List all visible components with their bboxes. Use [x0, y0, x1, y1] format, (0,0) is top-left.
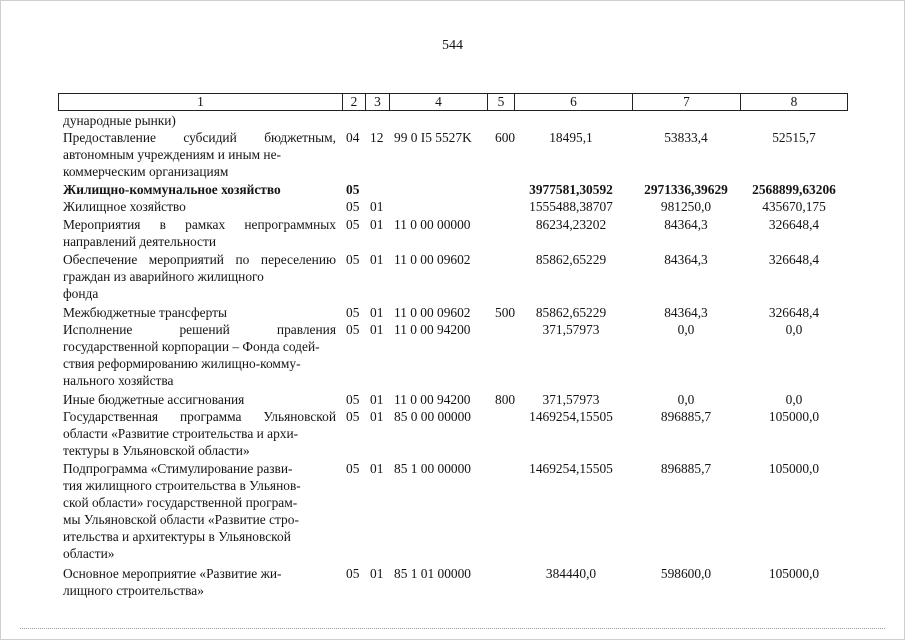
header-col-1: 1 [59, 94, 343, 110]
row-amount-col7: 84364,3 [664, 305, 708, 320]
row-amount-col6: 85862,65229 [535, 305, 607, 320]
row-target-article: 11 0 00 94200 [394, 322, 471, 337]
row-subsection: 01 [370, 409, 384, 424]
row-amount-col7: 2971336,39629 [644, 182, 728, 197]
row-amount-col7: 598600,0 [660, 566, 712, 581]
row-amount-col8: 326648,4 [768, 252, 820, 267]
table-header [58, 93, 848, 111]
row-target-article: 11 0 00 09602 [394, 252, 471, 267]
row-name: Исполнение решений правления государственной корпорации – Фонда содей- ствия реформированию жилищно-комму- нального хозяйства [63, 322, 336, 388]
header-col-2: 2 [343, 94, 366, 110]
row-section: 05 [346, 217, 360, 232]
row-amount-col7: 0,0 [677, 392, 695, 407]
row-name: Основное мероприятие «Развитие жи- лищного строительства» [63, 566, 282, 598]
row-amount-col6: 1469254,15505 [529, 461, 613, 476]
row-amount-col7: 896885,7 [660, 409, 712, 424]
row-amount-col7: 53833,4 [664, 130, 708, 145]
row-subsection: 01 [370, 566, 384, 581]
row-name: дународные рынки) [63, 113, 176, 128]
row-amount-col7: 84364,3 [664, 252, 708, 267]
row-subsection: 01 [370, 392, 384, 407]
row-amount-col8: 105000,0 [768, 461, 820, 476]
row-subsection: 01 [370, 217, 384, 232]
row-section: 05 [346, 252, 360, 267]
row-subsection: 01 [370, 199, 384, 214]
header-col-3: 3 [366, 94, 390, 110]
row-target-article: 85 0 00 00000 [394, 409, 471, 424]
row-amount-col8: 105000,0 [768, 566, 820, 581]
row-amount-col8: 52515,7 [772, 130, 816, 145]
row-section: 05 [346, 409, 360, 424]
row-amount-col7: 981250,0 [660, 199, 712, 214]
row-subsection: 01 [370, 305, 384, 320]
row-amount-col6: 85862,65229 [535, 252, 607, 267]
row-name: Государственная программа Ульяновской области «Развитие строительства и архи- тектуры в Ульяновской области» [63, 409, 336, 458]
header-col-8: 8 [790, 94, 798, 109]
row-section: 05 [346, 461, 360, 476]
row-name: Обеспечение мероприятий по переселению граждан из аварийного жилищного фонда [63, 252, 336, 301]
row-expense-type: 500 [495, 305, 516, 320]
row-amount-col8: 105000,0 [768, 409, 820, 424]
row-name: Подпрограмма «Стимулирование разви- тия жилищного строительства в Ульянов- ской области» государственной програм- мы Ульяновской области «Развитие стро- ительства и архитектуры в Ульяновской области» [63, 461, 301, 561]
row-amount-col6: 1469254,15505 [529, 409, 613, 424]
row-section: 05 [346, 322, 360, 337]
row-amount-col6: 86234,23202 [535, 217, 607, 232]
row-subsection: 12 [370, 130, 384, 145]
row-amount-col6: 18495,1 [549, 130, 593, 145]
page-number: 544 [442, 38, 463, 53]
row-target-article: 85 1 00 00000 [394, 461, 471, 476]
row-amount-col8: 0,0 [785, 322, 803, 337]
row-amount-col7: 0,0 [677, 322, 695, 337]
row-section: 05 [346, 392, 360, 407]
row-name: Межбюджетные трансферты [63, 305, 227, 320]
row-section: 05 [346, 182, 360, 197]
row-name: Жилищно-коммунальное хозяйство [63, 182, 281, 197]
row-amount-col8: 326648,4 [768, 217, 820, 232]
row-target-article: 11 0 00 09602 [394, 305, 471, 320]
row-section: 05 [346, 199, 360, 214]
header-col-5: 5 [488, 94, 515, 110]
row-target-article: 11 0 00 00000 [394, 217, 471, 232]
row-name: Жилищное хозяйство [63, 199, 186, 214]
row-amount-col8: 435670,175 [762, 199, 826, 214]
row-subsection: 01 [370, 252, 384, 267]
row-name: Предоставление субсидий бюджетным, автономным учреждениям и иным не- коммерческим организациям [63, 130, 336, 179]
row-section: 05 [346, 566, 360, 581]
row-amount-col7: 84364,3 [664, 217, 708, 232]
row-name: Иные бюджетные ассигнования [63, 392, 245, 407]
header-col-6: 6 [515, 94, 633, 110]
row-amount-col8: 326648,4 [768, 305, 820, 320]
row-subsection: 01 [370, 461, 384, 476]
header-col-7: 7 [633, 94, 741, 110]
row-subsection: 01 [370, 322, 384, 337]
row-amount-col6: 1555488,38707 [529, 199, 613, 214]
row-amount-col6: 371,57973 [542, 392, 600, 407]
row-target-article: 85 1 01 00000 [394, 566, 471, 581]
header-col-4: 4 [390, 94, 488, 110]
row-amount-col7: 896885,7 [660, 461, 712, 476]
row-amount-col6: 371,57973 [542, 322, 600, 337]
row-name: Мероприятия в рамках непрограммных направлений деятельности [63, 217, 336, 249]
row-expense-type: 800 [495, 392, 516, 407]
scan-artifact-line [20, 628, 885, 630]
row-section: 04 [346, 130, 360, 145]
row-amount-col8: 0,0 [785, 392, 803, 407]
row-amount-col6: 384440,0 [545, 566, 597, 581]
row-target-article: 11 0 00 94200 [394, 392, 471, 407]
row-amount-col8: 2568899,63206 [752, 182, 836, 197]
row-target-article: 99 0 I5 5527K [394, 130, 472, 145]
row-section: 05 [346, 305, 360, 320]
row-expense-type: 600 [495, 130, 516, 145]
row-amount-col6: 3977581,30592 [529, 182, 613, 197]
